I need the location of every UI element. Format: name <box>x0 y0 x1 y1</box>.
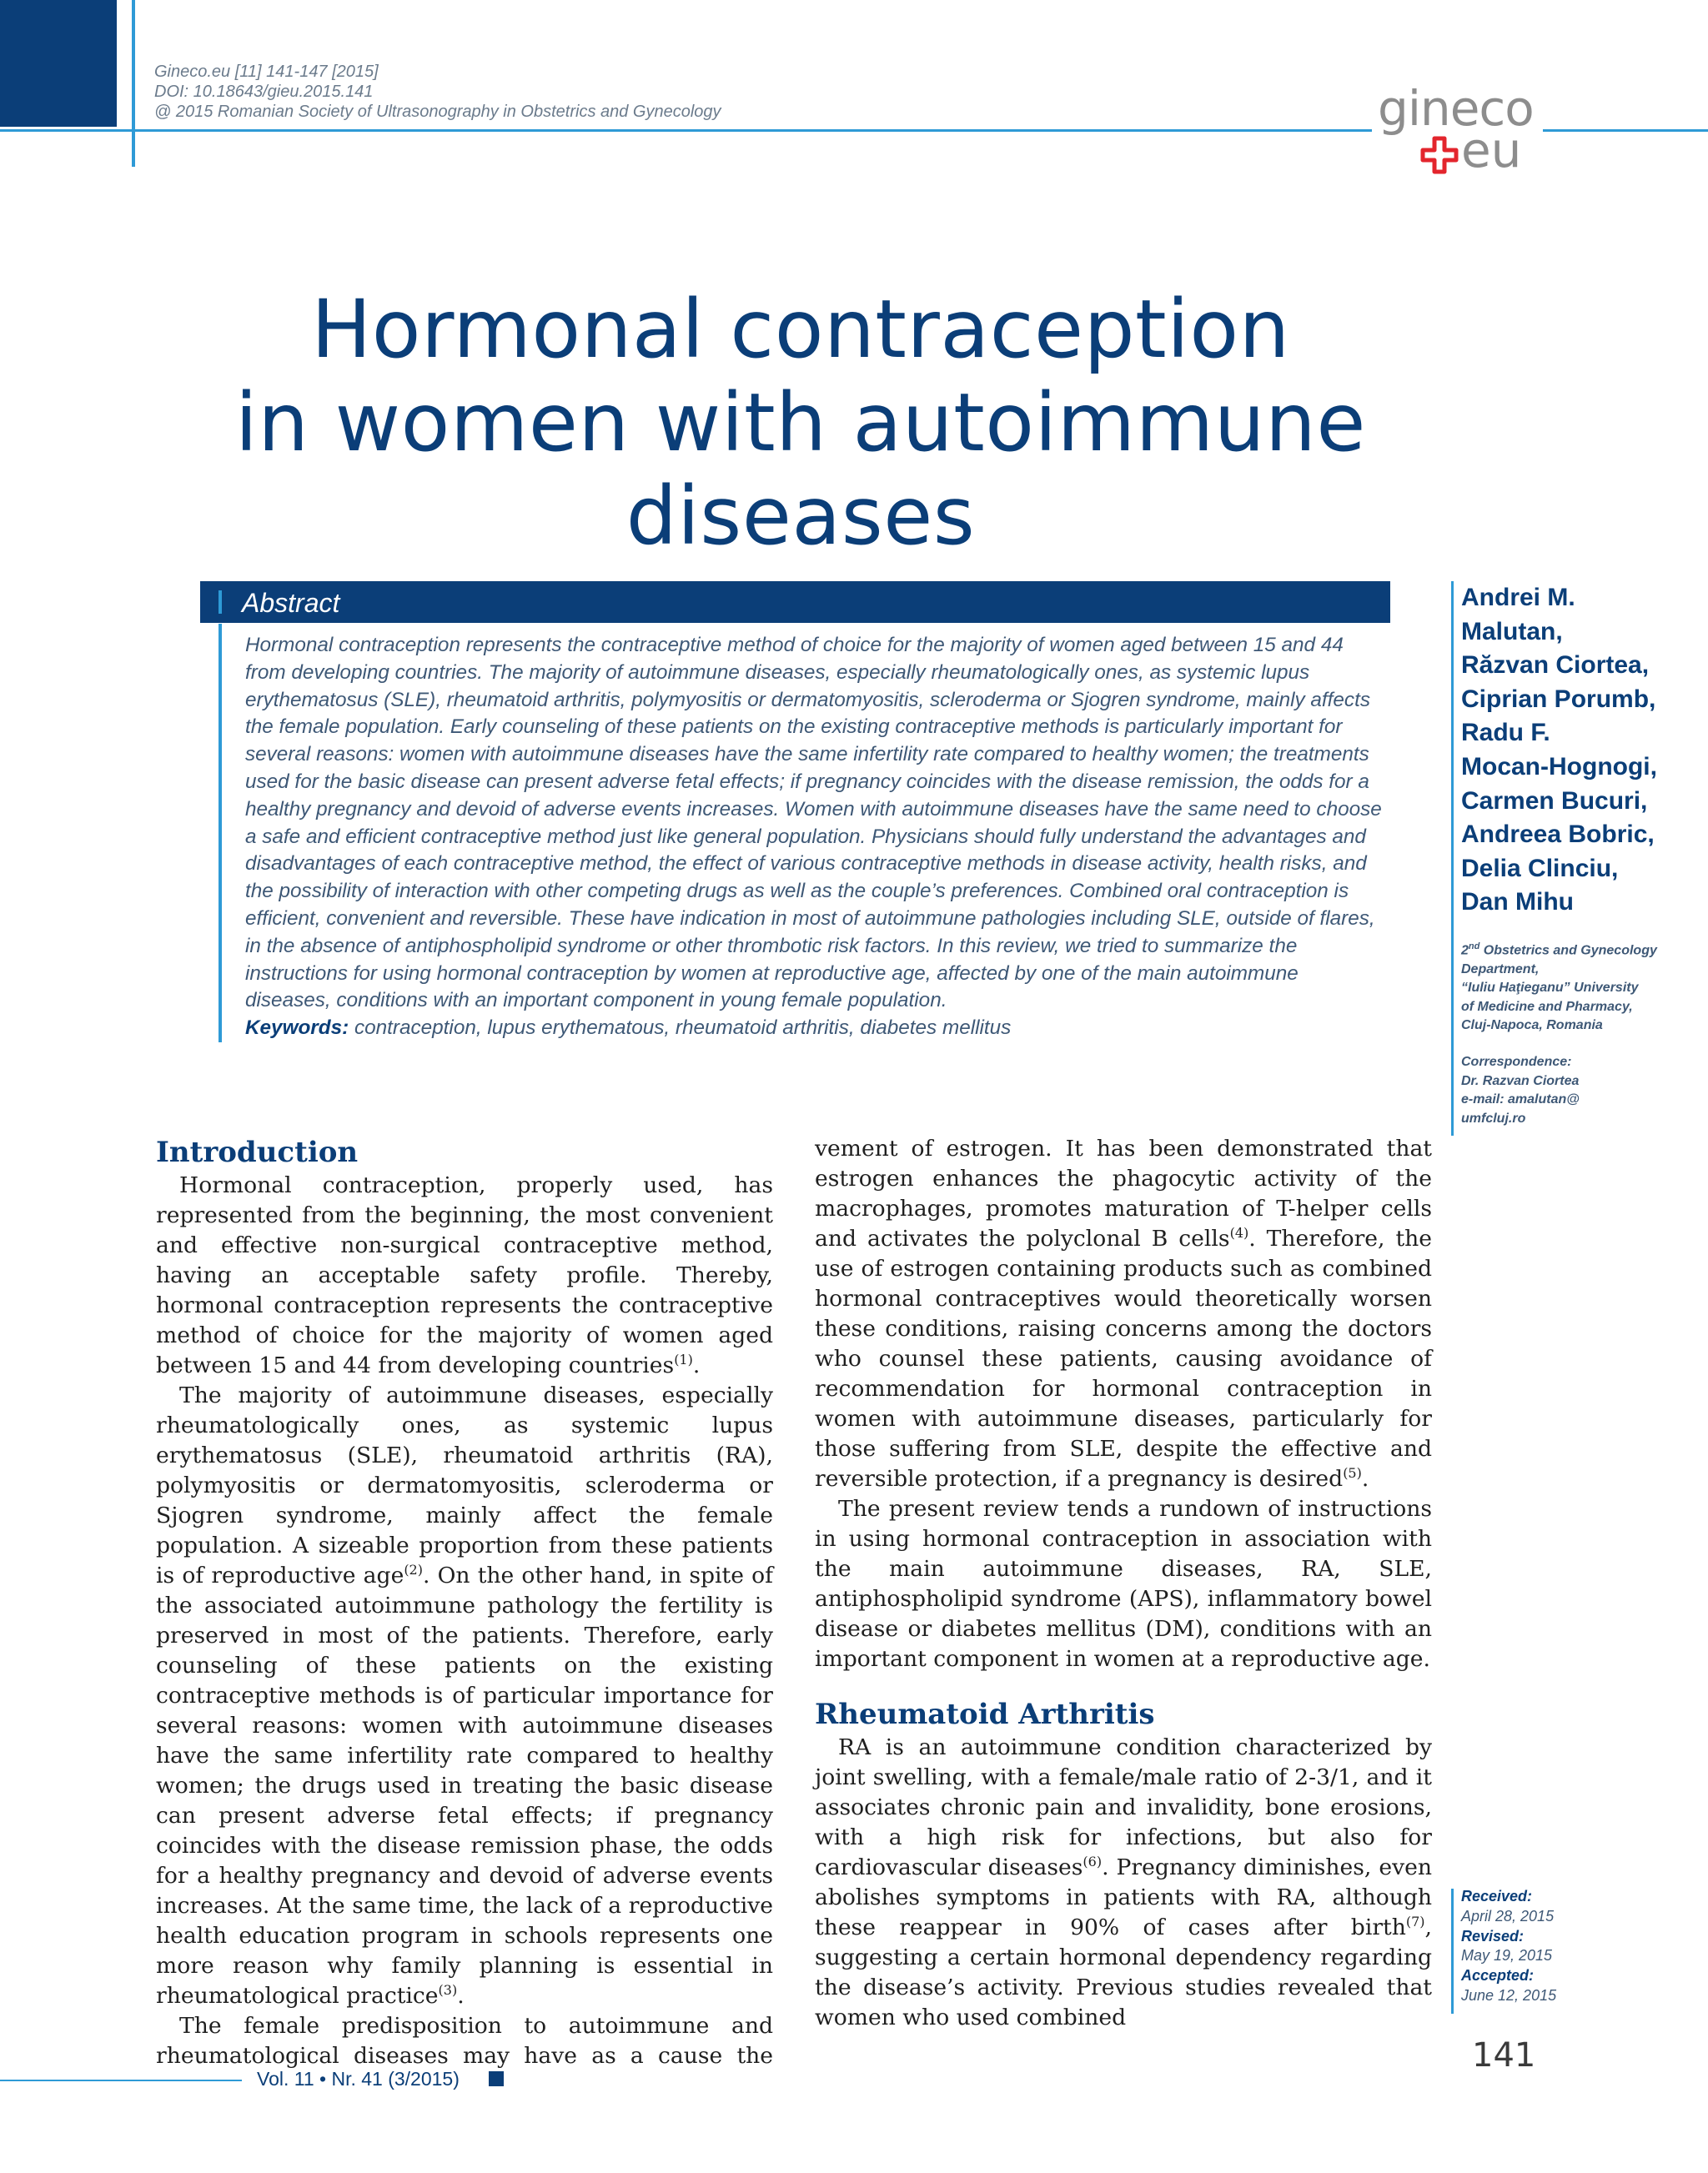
text: . On the other hand, in spite of the associated autoimmune pathology the fertility is preserved in most of the patients. Therefore, early counseling of these patients on the existing contraceptive methods is of particular importance for several reasons: women with autoimmune diseases have the same infertility rate compared to healthy women; the drugs used in treating the basic disease can present adverse fetal effects; if pregnancy coincides with the disease remission phase, the odds for a healthy pregnancy and devoid of adverse events increases. At the same time, the lack of a reproductive health education program in schools represents one more reason why family planning is essential in rheumatological practice <box>156 1563 773 2009</box>
section-heading-rheumatoid-arthritis: Rheumatoid Arthritis <box>815 1698 1155 1731</box>
citation-ref: (3) <box>438 1982 458 1999</box>
author-line: Radu F. <box>1461 719 1550 747</box>
affiliation-line: Obstetrics and Gynecology <box>1479 943 1657 958</box>
accepted-date: June 12, 2015 <box>1461 1986 1557 2004</box>
abstract-heading: Abstract <box>242 588 340 618</box>
text: The female predisposition to autoimmune and rheumatological diseases may have as a cause the <box>156 2013 773 2069</box>
abstract-header-accent <box>219 590 222 614</box>
dates-rule <box>1451 1889 1454 2014</box>
footer-rule <box>0 2080 242 2081</box>
journal-meta <box>154 62 721 122</box>
author-list <box>1461 581 1708 920</box>
abstract-body <box>245 632 1388 1042</box>
text: The majority of autoimmune diseases, especially rheumatologically ones, as systemic lupus erythematosus (SLE), rheumatoid arthritis (RA), polymyositis or dermatomyositis, scleroderma or Sjogren syndrome, mainly affect the female population. A sizeable proportion from these patients is of reproductive age <box>156 1383 773 1588</box>
affiliation-sup: nd <box>1468 941 1480 951</box>
author-line: Delia Clinciu, <box>1461 854 1619 882</box>
citation-ref: (4) <box>1229 1225 1249 1242</box>
correspondence-email: e-mail: amalutan@ <box>1461 1092 1580 1107</box>
keywords-label: Keywords: <box>245 1016 349 1040</box>
correspondence-label: Correspondence: <box>1461 1055 1572 1069</box>
medical-cross-icon <box>1419 135 1459 175</box>
text: vement of estrogen. It has been demonstrated that estrogen enhances the phagocytic activity of the macrophages, promotes maturation of T-helper cells and activates the polyclonal B cells <box>815 1136 1432 1252</box>
text: . <box>457 1983 465 2009</box>
author-line: Andrei M. <box>1461 584 1575 611</box>
affiliation-line: “Iuliu Haţieganu” University <box>1461 981 1639 996</box>
author-line: Mocan-Hognogi, <box>1461 752 1657 780</box>
section-heading-introduction: Introduction <box>156 1136 359 1169</box>
logo-text-top: gineco <box>1378 80 1534 137</box>
affiliation-line: Department, <box>1461 961 1540 976</box>
corner-block <box>0 0 117 127</box>
paragraph <box>156 1171 773 1381</box>
revised-date: May 19, 2015 <box>1461 1947 1553 1965</box>
journal-copyright: @ 2015 Romanian Society of Ultrasonography in Obstetrics and Gynecology <box>154 103 721 121</box>
text: . <box>692 1352 701 1378</box>
paragraph <box>815 1733 1432 2033</box>
body-column-left <box>156 1134 773 2071</box>
text: . Therefore, the use of estrogen containing products such as combined hormonal contraceptives would theoretically worsen these conditions, raising concerns among the doctors who counsel these patients, causing avoidance of recommendation for hormonal contraception in women with autoimmune diseases, particularly for those suffering from SLE, despite the effective and reversible protection, if a pregnancy is desired <box>815 1226 1432 1492</box>
title-line: Hormonal contraception <box>311 283 1290 377</box>
paragraph <box>156 2011 773 2071</box>
body-column-right <box>815 1134 1432 2033</box>
paragraph: The present review tends a rundown of instructions in using hormonal contraception in association with the main autoimmune diseases, RA, SLE, antiphospholipid syndrome (APS), inflammatory bowel disease or diabetes mellitus (DM), conditions with an important component in women at a reproductive age. <box>815 1496 1432 1672</box>
affiliation-line: Cluj-Napoca, Romania <box>1461 1018 1603 1033</box>
gineco-logo <box>1378 80 1545 178</box>
citation-ref: (2) <box>404 1562 423 1578</box>
affiliation-num: 2 <box>1461 943 1469 958</box>
text: Hormonal contraception, properly used, has represented from the beginning, the most convenient and effective non-surgical contraceptive method, having an acceptable safety profile. Thereby, hormonal contraception represents the contraceptive method of choice for the majority of women aged between 15 and 44 from developing countries <box>156 1172 773 1378</box>
text: . Pregnancy diminishes, even abolishes symptoms in patients with RA, although these reappear in 90% of cases after birth <box>815 1854 1432 1940</box>
revised-label: Revised: <box>1461 1927 1525 1945</box>
footer-square-icon <box>489 2071 504 2086</box>
correspondence-name: Dr. Razvan Ciortea <box>1461 1073 1580 1088</box>
text: , suggesting a certain hormonal dependency regarding the disease’s activity. Previous studies revealed that women who used combined <box>815 1915 1432 2030</box>
page-number: 141 <box>1472 2036 1536 2075</box>
article-title <box>133 283 1468 563</box>
sidebar-rule <box>1451 581 1454 1136</box>
keywords-list: contraception, lupus erythematous, rheumatoid arthritis, diabetes mellitus <box>349 1016 1012 1040</box>
author-line: Răzvan Ciortea, <box>1461 651 1650 680</box>
paragraph <box>156 1381 773 2011</box>
corner-accent-line <box>132 0 135 167</box>
author-line: Carmen Bucuri, <box>1461 786 1648 815</box>
article-dates <box>1461 1887 1556 2006</box>
text: RA is an autoimmune condition characterized by joint swelling, with a female/male ratio of 2-3/1, and it associates chronic pain and invalidity, bone erosions, with a high risk for infections, but also for cardiovascular diseases <box>815 1734 1432 1880</box>
logo-text-bottom: eu <box>1461 122 1522 178</box>
journal-doi: DOI: 10.18643/gieu.2015.141 <box>154 83 374 101</box>
citation-ref: (6) <box>1083 1854 1103 1870</box>
citation-ref: (7) <box>1405 1914 1425 1930</box>
author-line: Andreea Bobric, <box>1461 821 1655 849</box>
correspondence <box>1461 1053 1703 1128</box>
journal-citation: Gineco.eu [11] 141-147 [2015] <box>154 63 379 81</box>
header-rule <box>0 129 1372 132</box>
abstract-header-bar <box>200 581 1390 623</box>
author-line: Dan Mihu <box>1461 888 1574 916</box>
abstract-rule <box>219 624 222 1042</box>
footer-volume: Vol. 11 • Nr. 41 (3/2015) <box>257 2068 460 2090</box>
title-line: in women with autoimmune <box>235 376 1366 470</box>
citation-ref: (1) <box>674 1352 693 1368</box>
accepted-label: Accepted: <box>1461 1967 1535 1985</box>
citation-ref: (5) <box>1343 1465 1362 1482</box>
abstract-text: Hormonal contraception represents the contraceptive method of choice for the majority of women aged between 15 and 44 from developing countries. The majority of autoimmune diseases, especially rheumatologically ones, as systemic lupus erythematosus (SLE), rheumatoid arthritis, polymyositis or dermatomyositis, scleroderma or Sjogren syndrome, mainly affects the female population. Early counseling of these patients on the existing contraceptive methods is particularly important for several reasons: women with autoimmune diseases have the same infertility rate compared to healthy women; the treatments used for the basic disease can present adverse fetal effects; if pregnancy coincides with the disease remission, the odds for a healthy pregnancy and devoid of adverse events increases. Women with autoimmune diseases have the same need to choose a safe and efficient contraceptive method just like general population. Physicians should fully understand the advantages and disadvantages of each contraceptive method, the effect of various contraceptive methods in disease activity, health risks, and the possibility of interaction with other competing drugs as well as the couple’s preferences. Combined oral contraception is efficient, convenient and reversible. These have indication in most of autoimmune pathologies including SLE, outside of flares, in the absence of antiphospholipid syndrome or other thrombotic risk factors. In this review, we tried to summarize the instructions for using hormonal contraception by women at reproductive age, affected by one of the main autoimmune diseases, conditions with an important component in young female population. <box>245 634 1382 1012</box>
affiliation <box>1461 937 1703 1036</box>
header-rule-right <box>1543 129 1708 132</box>
text: . <box>1361 1466 1369 1492</box>
author-line: Ciprian Porumb, <box>1461 685 1656 713</box>
correspondence-email-cont: umfcluj.ro <box>1461 1111 1526 1126</box>
received-date: April 28, 2015 <box>1461 1907 1555 1925</box>
received-label: Received: <box>1461 1888 1533 1905</box>
keywords <box>245 1015 1388 1042</box>
paragraph-continued <box>815 1134 1432 1494</box>
author-line: Malutan, <box>1461 617 1563 645</box>
title-line: diseases <box>625 469 976 564</box>
affiliation-line: of Medicine and Pharmacy, <box>1461 999 1633 1014</box>
